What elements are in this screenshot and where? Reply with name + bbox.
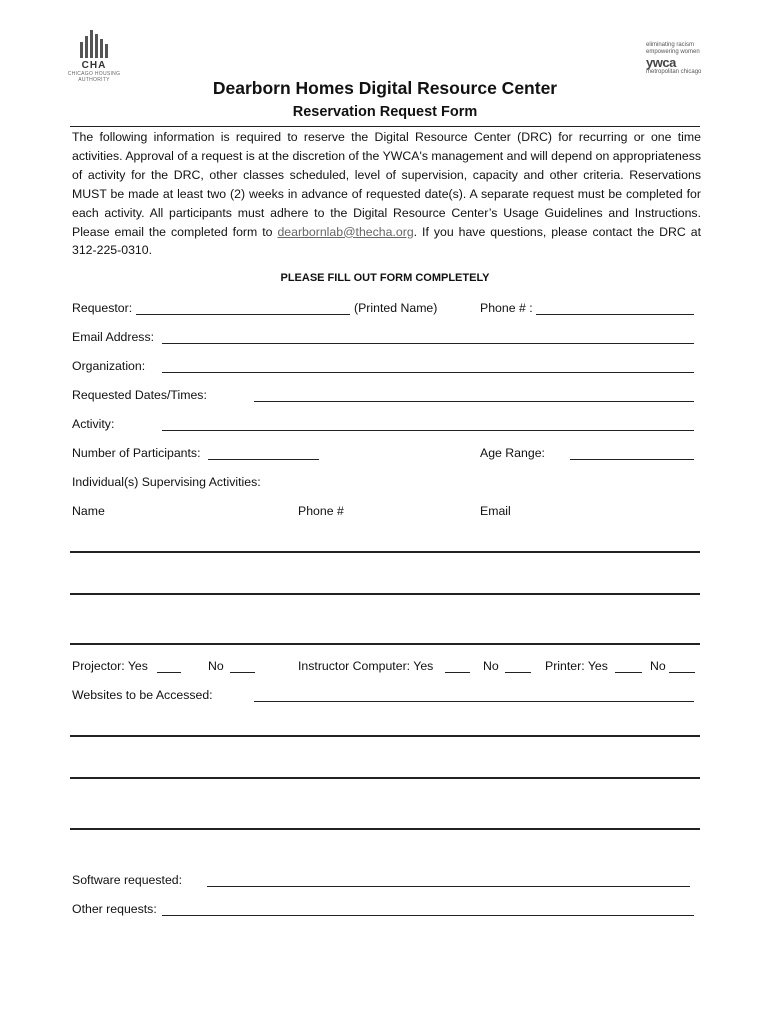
col-phone-label: Phone # bbox=[298, 504, 344, 518]
printer-label: Printer: Yes bbox=[545, 659, 608, 673]
supervisor-line-2[interactable] bbox=[70, 593, 700, 595]
supervisor-line-1[interactable] bbox=[70, 551, 700, 553]
col-email-label: Email bbox=[480, 504, 511, 518]
projector-yes-field[interactable] bbox=[157, 672, 181, 673]
activity-label: Activity: bbox=[72, 417, 115, 431]
supervisor-line-3[interactable] bbox=[70, 643, 700, 645]
email-label: Email Address: bbox=[72, 330, 155, 344]
websites-field[interactable] bbox=[254, 701, 694, 702]
page-title: Dearborn Homes Digital Resource Center bbox=[212, 78, 558, 98]
instructor-no-label: No bbox=[483, 659, 499, 673]
requestor-field[interactable] bbox=[136, 314, 350, 315]
activity-field[interactable] bbox=[162, 430, 694, 431]
col-name-label: Name bbox=[72, 504, 105, 518]
printer-no-field[interactable] bbox=[669, 672, 695, 673]
instructor-yes-field[interactable] bbox=[445, 672, 470, 673]
organization-field[interactable] bbox=[162, 372, 694, 373]
email-link[interactable]: dearbornlab@thecha.org bbox=[277, 224, 414, 239]
websites-line-2[interactable] bbox=[70, 777, 700, 779]
age-range-label: Age Range: bbox=[480, 446, 545, 460]
ywca-tagline-2: empowering women bbox=[646, 49, 700, 55]
printer-yes-field[interactable] bbox=[615, 672, 642, 673]
ywca-brand: ywca bbox=[646, 55, 676, 70]
instructor-no-field[interactable] bbox=[505, 672, 531, 673]
cha-sub-line-2: AUTHORITY bbox=[78, 77, 110, 83]
websites-line-1[interactable] bbox=[70, 735, 700, 737]
ywca-logo bbox=[646, 42, 716, 76]
software-field[interactable] bbox=[207, 886, 690, 887]
page-subtitle: Reservation Request Form bbox=[292, 104, 478, 120]
other-requests-label: Other requests: bbox=[72, 902, 157, 916]
other-requests-field[interactable] bbox=[162, 915, 694, 916]
dates-label: Requested Dates/Times: bbox=[72, 388, 207, 402]
participants-label: Number of Participants: bbox=[72, 446, 201, 460]
software-label: Software requested: bbox=[72, 873, 183, 887]
intro-text-2: . If you have questions, please contact the DRC at 312-225-0310. bbox=[72, 224, 701, 258]
organization-label: Organization: bbox=[72, 359, 146, 373]
phone-label: Phone # : bbox=[480, 301, 533, 315]
intro-text-1: The following information is required to reserve the Digital Resource Center (DRC) for recurring or one time activities. Approval of a request is at the discretion of the YWCA's management and will depend on appropriateness of activity for the DRC, other classes scheduled, level of supervision, capacity and other criteria. Reservations MUST be made at least two (2) weeks in advance of requested date(s). A separate request must be completed for each activity. All participants must adhere to the Digital Resource Center’s Usage Guidelines and Instructions. Please email the completed form to bbox=[72, 130, 701, 239]
cha-sub-line-1: CHICAGO HOUSING bbox=[67, 71, 121, 77]
dates-field[interactable] bbox=[254, 401, 694, 402]
header-divider bbox=[70, 126, 700, 127]
projector-no-label: No bbox=[208, 659, 224, 673]
ywca-tagline-1: eliminating racism bbox=[646, 42, 695, 48]
form-heading: PLEASE FILL OUT FORM COMPLETELY bbox=[280, 272, 490, 284]
websites-label: Websites to be Accessed: bbox=[72, 688, 213, 702]
printed-name-label: (Printed Name) bbox=[354, 301, 438, 315]
email-field[interactable] bbox=[162, 343, 694, 344]
intro-paragraph bbox=[72, 128, 701, 260]
websites-line-3[interactable] bbox=[70, 828, 700, 830]
participants-field[interactable] bbox=[208, 459, 319, 460]
supervising-label: Individual(s) Supervising Activities: bbox=[72, 475, 261, 489]
cha-building-icon bbox=[66, 30, 122, 58]
cha-mark: CHA bbox=[81, 60, 107, 71]
projector-label: Projector: Yes bbox=[72, 659, 148, 673]
ywca-tagline-3: metropolitan chicago bbox=[646, 69, 702, 75]
printer-no-label: No bbox=[650, 659, 666, 673]
cha-logo bbox=[66, 30, 122, 83]
age-range-field[interactable] bbox=[570, 459, 694, 460]
instructor-computer-label: Instructor Computer: Yes bbox=[298, 659, 434, 673]
phone-field[interactable] bbox=[536, 314, 694, 315]
projector-no-field[interactable] bbox=[230, 672, 255, 673]
requestor-label: Requestor: bbox=[72, 301, 133, 315]
